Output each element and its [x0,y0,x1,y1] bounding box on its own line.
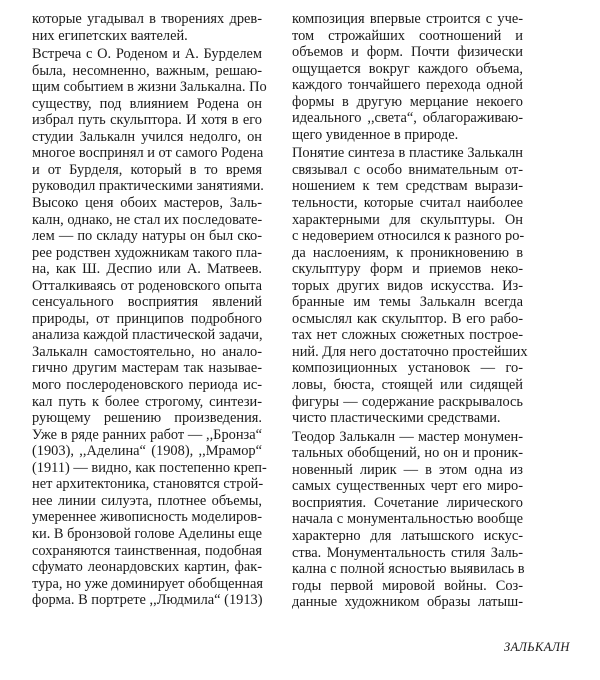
text-line: Встреча с О. Роденом и А. Бурделем [32,46,262,63]
text-line: Теодор Залькалн — мастер монумен- [292,428,523,445]
text-line: них египетских ваятелей. [32,27,188,44]
text-line: самых существенных черт его миро- [292,478,523,495]
text-line: характерно для латышского искус- [292,527,523,544]
text-line: композиционных установок — го- [292,360,523,377]
text-line: многое воспринял и от самого Родена [32,145,264,162]
text-line: тах нет сложных сюжетных построе- [292,327,523,344]
text-line: избрал путь скульптора. И хотя в его [32,112,262,129]
text-line: объемов и форм. Почти физически [292,44,523,61]
text-line: ства. Монументальность стиля Заль- [292,544,523,561]
text-line: том строжайших соотношений и [292,27,523,44]
text-line: Залькалн самостоятельно, но анало- [32,343,262,360]
text-line: идеального ,,света“, облагораживаю- [292,110,523,127]
paragraph [32,46,267,609]
text-line: сфумато леонардовских картин, фак- [32,559,262,576]
text-line: годы первой мировой войны. Соз- [292,577,523,594]
text-line: фигуры — содержание раскрывалось [292,393,523,410]
text-line: тельности, которые считал наиболее [292,195,523,212]
text-line: тальных обобщений, но он и проник- [292,445,523,462]
text-line: гично другим мастерам так называе- [32,360,262,377]
text-line: Уже в ряде ранних работ — ,,Бронза“ [32,426,262,443]
text-line: анализа каждой пластической задачи, [32,327,263,344]
text-line: сенсуального восприятия явлений [32,294,262,311]
running-footer: ЗАЛЬКАЛН [504,640,570,654]
text-line: природы, от принципов подробного [32,310,262,327]
text-line: скульптуру форм и приемов неко- [292,261,523,278]
text-line: каждого тончайшего перехода одной [292,77,523,94]
paragraph [292,145,528,427]
text-line: рующему решению произведения. [32,410,262,427]
text-line: существу, под влиянием Родена он [32,95,262,112]
text-line: композиция впервые строится с уче- [292,11,523,27]
text-line: лем — по складу натуры он был ско- [32,228,262,245]
text-line: характерными для скульптуры. Он [292,211,523,228]
text-line: да наслоениям, к проникновению в [292,244,523,261]
text-line: которые угадывал в творениях древ- [32,11,262,27]
text-line: Отталкиваясь от роденовского опыта [32,277,262,294]
text-line: калн, однако, не стал их последовате- [32,211,263,228]
text-line: ки. В бронзовой голове Аделины еще [32,525,262,542]
text-line: кална с полной ясностью выявилась в [292,561,525,578]
text-line: тура, но уже доминирует обобщенная [32,575,263,592]
text-line: восприятия. Сочетание лирического [292,494,523,511]
text-line: мого послероденовского периода ис- [32,377,262,394]
text-line: Высоко ценя обоих мастеров, Заль- [32,195,262,212]
right-text-column [292,11,528,611]
text-line: нее линии силуэта, плотнее объемы, [32,492,262,509]
text-line: бранные им темы Залькалн всегда [292,294,523,311]
text-line: форма. В портрете ,,Людмила“ (1913) [32,592,263,609]
text-line: ловы, бюста, стоящей или сидящей [292,377,523,394]
paragraph [292,11,523,143]
text-line: умереннее живописность моделиров- [32,509,262,526]
text-line: студии Залькалн учился недолго, он [32,128,262,145]
text-line: данные художником образы латыш- [292,594,523,611]
text-line: и от Бурделя, который в то время [32,161,262,178]
text-line: связывал с особо внимательным от- [292,161,523,178]
text-line: ношением к тем средствам вырази- [292,178,523,195]
text-line: ний. Для него достаточно простейших [292,343,528,360]
text-line: (1903), ,,Аделина“ (1908), ,,Мрамор“ [32,443,262,460]
text-line: нет архитектоника, становятся строй- [32,476,264,493]
text-line: руководил практическими занятиями. [32,178,264,195]
text-line: Понятие синтеза в пластике Залькалн [292,145,523,162]
text-line: формы в другую мерцание некоего [292,93,523,110]
text-line: (1911) — видно, как постепенно креп- [32,459,267,476]
paragraph [32,11,262,44]
text-line: была, несомненно, важным, решаю- [32,62,262,79]
text-line: торых других видов искусства. Из- [292,277,523,294]
text-line: щим событием в жизни Залькална. По [32,79,267,96]
text-line: рее родствен художникам такого пла- [32,244,262,261]
left-text-column [32,11,267,609]
text-line: начала с монументальностью вообще [292,511,523,528]
text-line: чисто пластическими средствами. [292,410,501,427]
text-line: осмыслял как скульптор. В его рабо- [292,310,523,327]
paragraph [292,429,523,611]
text-line: с недоверием относился к разного ро- [292,228,525,245]
text-line: ощущается вокруг каждого объема, [292,60,523,77]
text-line: на, как Ш. Деспио или А. Матвеев. [32,261,262,278]
text-line: новенный лирик — в этом одна из [292,461,523,478]
text-line: щего увиденное в природе. [292,126,459,143]
text-line: кал путь к более строгому, синтези- [32,393,262,410]
text-line: сохраняются таинственная, подобная [32,542,262,559]
